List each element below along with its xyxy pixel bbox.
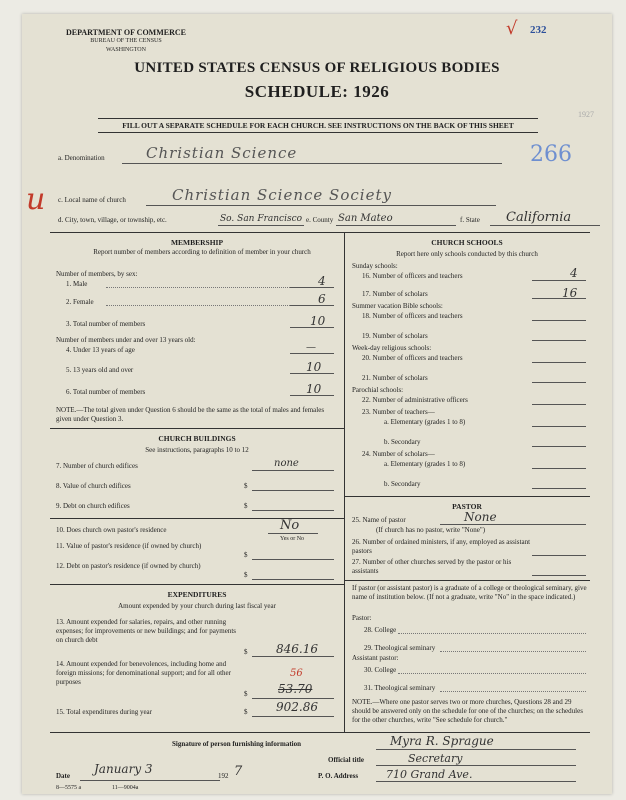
buildings-top-rule: [50, 428, 344, 429]
q8-dollar: $: [244, 482, 248, 490]
bureau-city: WASHINGTON: [106, 47, 146, 53]
margin-mark: u: [26, 182, 46, 217]
date-line: [80, 780, 220, 781]
denomination-line: [122, 163, 502, 164]
q26-line: [532, 555, 586, 556]
q3-value: 10: [310, 314, 326, 328]
form-title: UNITED STATES CENSUS OF RELIGIOUS BODIES: [134, 60, 500, 76]
q12-label: 12. Debt on pastor's residence (if owned by church): [56, 562, 201, 570]
q13-value: 846.16: [276, 642, 318, 656]
official-title-line: [376, 765, 576, 766]
q20-line: [532, 362, 586, 363]
q8-label: 8. Value of church edifices: [56, 482, 131, 490]
state-label: f. State: [460, 216, 480, 224]
census-schedule-sheet: [22, 14, 612, 794]
q16-label: 16. Number of officers and teachers: [362, 272, 463, 280]
q17-line: [532, 298, 586, 299]
po-address-label: P. O. Address: [318, 772, 359, 780]
q29-label: 29. Theological seminary: [364, 644, 436, 652]
pastor-note: NOTE.—Where one pastor serves two or more churches, Questions 28 and 29 should be answered only on the schedule for one of the churches; on the schedules for the other churches, write "See schedule for church.": [352, 698, 583, 724]
q18-line: [532, 320, 586, 321]
po-address-value: 710 Grand Ave.: [386, 768, 473, 781]
buildings-intro: See instructions, paragraphs 10 to 12: [145, 446, 249, 454]
q26-label: 26. Number of ordained ministers, if any, employed as assistant pastors: [352, 538, 531, 555]
q14-label: 14. Amount expended for benevolences, including home and foreign missions; for denominational support; and for all other purposes: [56, 660, 231, 686]
q12-line: [252, 579, 334, 580]
q2-leader: [106, 305, 290, 306]
parochial-heading: Parochial schools:: [352, 386, 404, 394]
department-heading: [56, 28, 196, 55]
q1-leader: [106, 287, 290, 288]
q27-line: [532, 575, 586, 576]
form-subtitle: SCHEDULE: 1926: [244, 82, 390, 101]
stamp-year: 1927: [578, 110, 594, 119]
denomination-label: a. Denomination: [58, 154, 105, 162]
expenditures-title: EXPENDITURES: [167, 590, 227, 599]
city-value: So. San Francisco: [220, 214, 303, 224]
yes-or-no-hint: Yes or No: [280, 536, 305, 542]
q25-line: [440, 524, 586, 525]
q1-label: 1. Male: [66, 280, 88, 288]
q28-line: [398, 633, 586, 634]
city-label: d. City, town, village, or township, etc.: [58, 216, 167, 224]
q6-value: 10: [306, 382, 322, 396]
q16-line: [532, 280, 586, 281]
q14-line: [252, 698, 334, 699]
schools-intro: Report here only schools conducted by this church: [396, 250, 538, 258]
q14-value: 53.70: [278, 682, 313, 696]
pastor-heading: Pastor:: [352, 614, 372, 622]
official-title-value: Secretary: [408, 752, 463, 765]
table-bottom-rule: [50, 732, 590, 733]
q7-line: [252, 470, 334, 471]
q18-label: 18. Number of officers and teachers: [362, 312, 463, 320]
county-line: [336, 225, 456, 226]
q24b-label: b. Secondary: [384, 480, 421, 488]
q24a-label: a. Elementary (grades 1 to 8): [384, 460, 466, 468]
q23b-line: [532, 446, 586, 447]
q23a-line: [532, 426, 586, 427]
form-number: 8—5575 a: [56, 785, 82, 791]
q19-line: [532, 340, 586, 341]
official-title-label: Official title: [328, 756, 364, 764]
fill-out-instruction: FILL OUT A SEPARATE SCHEDULE FOR EACH CHURCH. SEE INSTRUCTIONS ON THE BACK OF THIS SHEET: [98, 118, 538, 133]
q25-label: 25. Name of pastor: [352, 516, 406, 524]
county-label: e. County: [306, 216, 334, 224]
q10-value: No: [280, 518, 300, 533]
department-name: DEPARTMENT OF COMMERCE: [65, 28, 186, 37]
q30-label: 30. College: [364, 666, 397, 674]
q2-label: 2. Female: [66, 298, 94, 306]
q25-value: None: [464, 510, 497, 524]
column-divider: [344, 232, 345, 732]
q5-value: 10: [306, 360, 322, 374]
q11-line: [252, 559, 334, 560]
q15-dollar: $: [244, 708, 248, 716]
q14-dollar: $: [244, 690, 248, 698]
city-line: [218, 225, 304, 226]
county-value: San Mateo: [338, 213, 393, 224]
q7-value: none: [274, 458, 299, 469]
membership-title: MEMBERSHIP: [170, 238, 224, 247]
pastor-title: PASTOR: [452, 502, 482, 511]
q9-label: 9. Debt on church edifices: [56, 502, 130, 510]
q13-label: 13. Amount expended for salaries, repairs, and other running expenses; for improvements or new buildings; and for payments on church debt: [56, 618, 237, 644]
q17-value: 16: [562, 286, 578, 300]
table-top-rule: [50, 232, 590, 233]
date-value: January 3: [94, 762, 153, 776]
q6-label: 6. Total number of members: [66, 388, 146, 396]
q20-label: 20. Number of officers and teachers: [362, 354, 463, 362]
local-name-value: Christian Science Society: [172, 186, 392, 204]
assistant-pastor-heading: Assistant pastor:: [352, 654, 399, 662]
q2-value: 6: [318, 292, 326, 306]
q21-label: 21. Number of scholars: [362, 374, 428, 382]
date-label: Date: [56, 772, 70, 780]
q29-line: [440, 651, 586, 652]
q15-value: 902.86: [276, 700, 318, 714]
q13-dollar: $: [244, 648, 248, 656]
state-line: [490, 225, 600, 226]
q4-value: —: [306, 342, 316, 353]
q4-line: [290, 353, 334, 354]
q22-line: [532, 404, 586, 405]
schools-title: CHURCH SCHOOLS: [431, 238, 503, 247]
q31-line: [440, 691, 586, 692]
vacation-heading: Summer vacation Bible schools:: [352, 302, 443, 310]
q23-label: 23. Number of teachers—: [362, 408, 435, 416]
q24b-line: [532, 488, 586, 489]
signature-label: Signature of person furnishing information: [172, 740, 301, 748]
graduate-top-rule: [344, 580, 590, 581]
q4-label: 4. Under 13 years of age: [66, 346, 135, 354]
schedule-number: 232: [530, 24, 547, 36]
graduate-instruction: If pastor (or assistant pastor) is a graduate of a college or theological seminary, give name of institution below. (If not a graduate, write "No" in the space indicated.): [352, 584, 587, 601]
expenditures-intro: Amount expended by your church during last fiscal year: [118, 602, 276, 610]
buildings-mid-rule: [50, 518, 344, 519]
q9-line: [252, 510, 334, 511]
local-name-label: c. Local name of church: [58, 196, 126, 204]
local-name-line: [146, 205, 496, 206]
q15-line: [252, 716, 334, 717]
q13-line: [252, 656, 334, 657]
state-value: California: [506, 210, 572, 225]
weekday-heading: Week-day religious schools:: [352, 344, 432, 352]
q10-line: [268, 533, 318, 534]
buildings-title: CHURCH BUILDINGS: [158, 434, 236, 443]
q25-note: (If church has no pastor, write "None"): [376, 526, 486, 534]
members-by-age-heading: Number of members under and over 13 years old:: [56, 336, 196, 344]
form-number-2: 11—9004a: [112, 785, 139, 791]
pastor-top-rule: [344, 496, 590, 497]
q1-line: [290, 287, 334, 288]
q21-line: [532, 382, 586, 383]
denomination-value: Christian Science: [146, 144, 298, 162]
q3-label: 3. Total number of members: [66, 320, 146, 328]
q12-dollar: $: [244, 571, 248, 579]
q8-line: [252, 490, 334, 491]
q23a-label: a. Elementary (grades 1 to 8): [384, 418, 466, 426]
q27-label: 27. Number of other churches served by the pastor or his assistants: [352, 558, 512, 575]
signature-value: Myra R. Sprague: [390, 734, 494, 748]
q24a-line: [532, 468, 586, 469]
q31-label: 31. Theological seminary: [364, 684, 436, 692]
q15-label: 15. Total expenditures during year: [56, 708, 152, 716]
red-check-mark: √: [506, 18, 518, 39]
q2-line: [290, 305, 334, 306]
q23b-label: b. Secondary: [384, 438, 421, 446]
q16-value: 4: [570, 266, 578, 280]
bureau-name: BUREAU OF THE CENSUS: [90, 38, 162, 44]
q11-label: 11. Value of pastor's residence (if owned by church): [56, 542, 202, 550]
q22-label: 22. Number of administrative officers: [362, 396, 468, 404]
q11-dollar: $: [244, 551, 248, 559]
sunday-heading: Sunday schools:: [352, 262, 398, 270]
q7-label: 7. Number of church edifices: [56, 462, 138, 470]
po-address-line: [376, 781, 576, 782]
q5-label: 5. 13 years old and over: [66, 366, 134, 374]
q10-label: 10. Does church own pastor's residence: [56, 526, 167, 534]
q24-label: 24. Number of scholars—: [362, 450, 435, 458]
membership-intro: Report number of members according to definition of member in your church: [93, 248, 311, 256]
q14-correction: 56: [290, 668, 303, 679]
expenditures-top-rule: [50, 584, 344, 585]
q9-dollar: $: [244, 502, 248, 510]
year-prefix: 192: [218, 772, 229, 780]
year-suffix: 7: [234, 764, 243, 779]
membership-note: NOTE.—The total given under Question 6 should be the same as the total of males and females given under Question 3.: [56, 406, 325, 423]
q17-label: 17. Number of scholars: [362, 290, 428, 298]
signature-line: [376, 749, 576, 750]
q28-label: 28. College: [364, 626, 397, 634]
denomination-code: 266: [530, 142, 572, 167]
q19-label: 19. Number of scholars: [362, 332, 428, 340]
q30-line: [398, 673, 586, 674]
members-by-sex-heading: Number of members, by sex:: [56, 270, 138, 278]
q1-value: 4: [318, 274, 326, 288]
